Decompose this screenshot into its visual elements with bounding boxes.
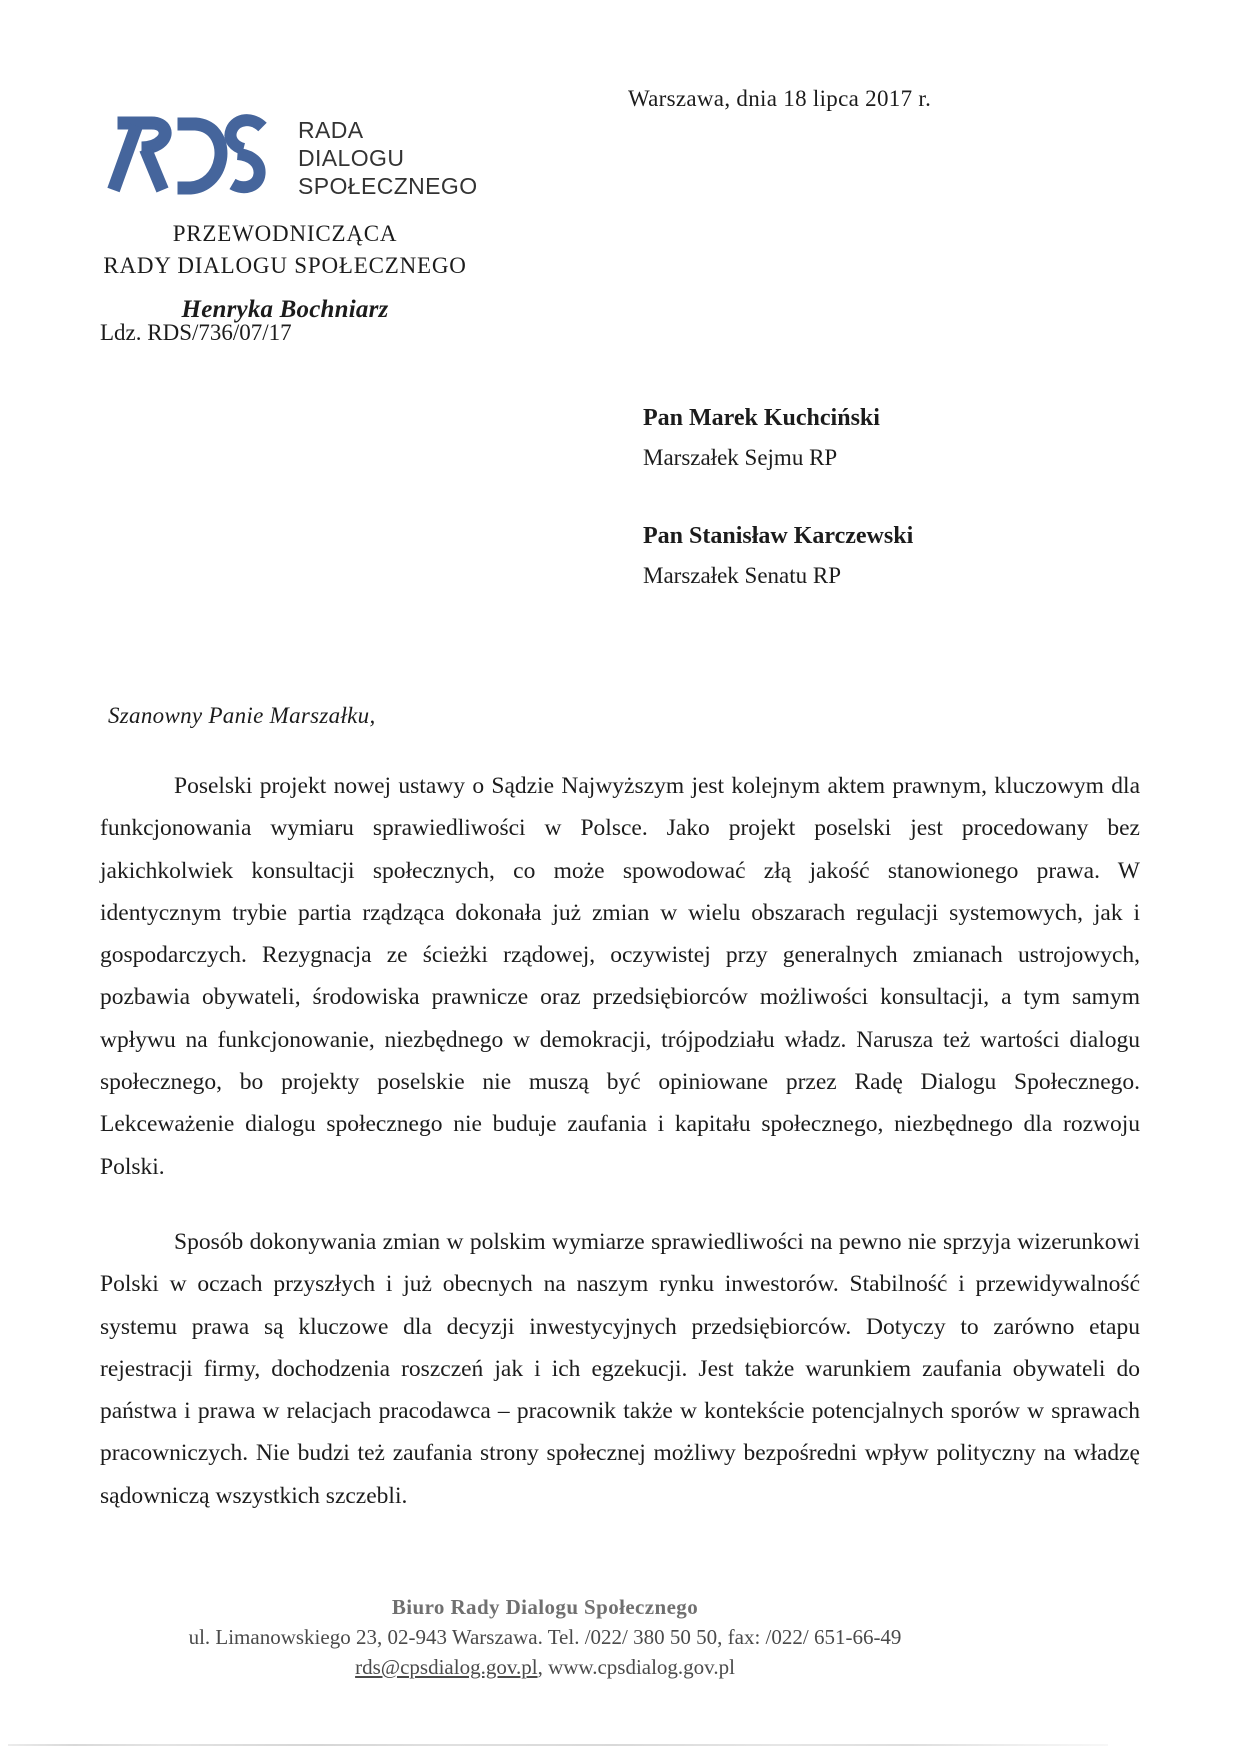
org-name-line-2: DIALOGU [298,145,405,171]
addressee-2 [643,516,913,596]
sender-title-line-1: PRZEWODNICZĄCA [172,221,398,246]
letterhead-logo [104,110,478,200]
footer-email: rds@cpsdialog.gov.pl [355,1655,538,1679]
org-name-line-1: RADA [298,117,364,143]
footer-website: www.cpsdialog.gov.pl [548,1655,735,1679]
footer-contacts [0,1652,1090,1682]
footer [0,1592,1090,1682]
addressee-2-name: Pan Stanisław Karczewski [643,523,914,549]
org-name-line-3: SPOŁECZNEGO [298,173,478,199]
footer-separator: , [537,1655,549,1679]
addressee-1-role: Marszałek Sejmu RP [643,445,838,470]
addressee-1-name: Pan Marek Kuchciński [643,405,880,431]
salutation: Szanowny Panie Marszałku, [108,703,376,728]
rds-logo-icon [104,110,282,200]
footer-office-name: Biuro Rady Dialogu Społecznego [391,1595,699,1619]
sender-block [55,218,515,326]
sender-title-line-2: RADY DIALOGU SPOŁECZNEGO [103,253,467,278]
reference-number: Ldz. RDS/736/07/17 [100,320,292,345]
letter-body [100,765,1140,1517]
addressee-1 [643,398,913,478]
addressee-2-role: Marszałek Senatu RP [643,563,842,588]
body-paragraph-1: Poselski projekt nowej ustawy o Sądzie Najwyższym jest kolejnym aktem prawnym, kluczowym dla funkcjonowania wymiaru sprawiedliwości w Polsce. Jako projekt poselski jest procedowany bez jakichkolwiek konsultacji społecznych, co może spowodować złą jakość stanowionego prawa. W identycznym trybie partia rządząca dokonała już zmian w wielu obszarach regulacji systemowych, jak i gospodarczych. Rezygnacja ze ścieżki rządowej, oczywistej przy generalnych zmianach ustrojowych, pozbawia obywateli, środowiska prawnicze oraz przedsiębiorców możliwości konsultacji, a tym samym wpływu na funkcjonowanie, niezbędnego w demokracji, trójpodziału władz. Narusza też wartości dialogu społecznego, bo projekty poselskie nie muszą być opiniowane przez Radę Dialogu Społecznego. Lekceważenie dialogu społecznego nie buduje zaufania i kapitału społecznego, niezbędnego dla rozwoju Polski. [100,773,1140,1180]
addressee-block [643,398,913,596]
org-name [298,116,478,200]
footer-address-line: ul. Limanowskiego 23, 02-943 Warszawa. Tel. /022/ 380 50 50, fax: /022/ 651-66-49 [188,1625,902,1649]
scan-artifact-line [8,1744,1108,1746]
sender-name: Henryka Bochniarz [181,296,389,323]
date-line: Warszawa, dnia 18 lipca 2017 r. [628,86,932,111]
body-paragraph-2: Sposób dokonywania zmian w polskim wymiarze sprawiedliwości na pewno nie sprzyja wizerunkowi Polski w oczach przyszłych i już obecnych na naszym rynku inwestorów. Stabilność i przewidywalność systemu prawa są kluczowe dla decyzji inwestycyjnych przedsiębiorców. Dotyczy to zarówno etapu rejestracji firmy, dochodzenia roszczeń jak i ich egzekucji. Jest także warunkiem zaufania obywateli do państwa i prawa w relacjach pracodawca – pracownik także w kontekście potencjalnych sporów w sprawach pracowniczych. Nie budzi też zaufania strony społecznej możliwy bezpośredni wpływ polityczny na władzę sądowniczą wszystkich szczebli. [100,1228,1140,1509]
